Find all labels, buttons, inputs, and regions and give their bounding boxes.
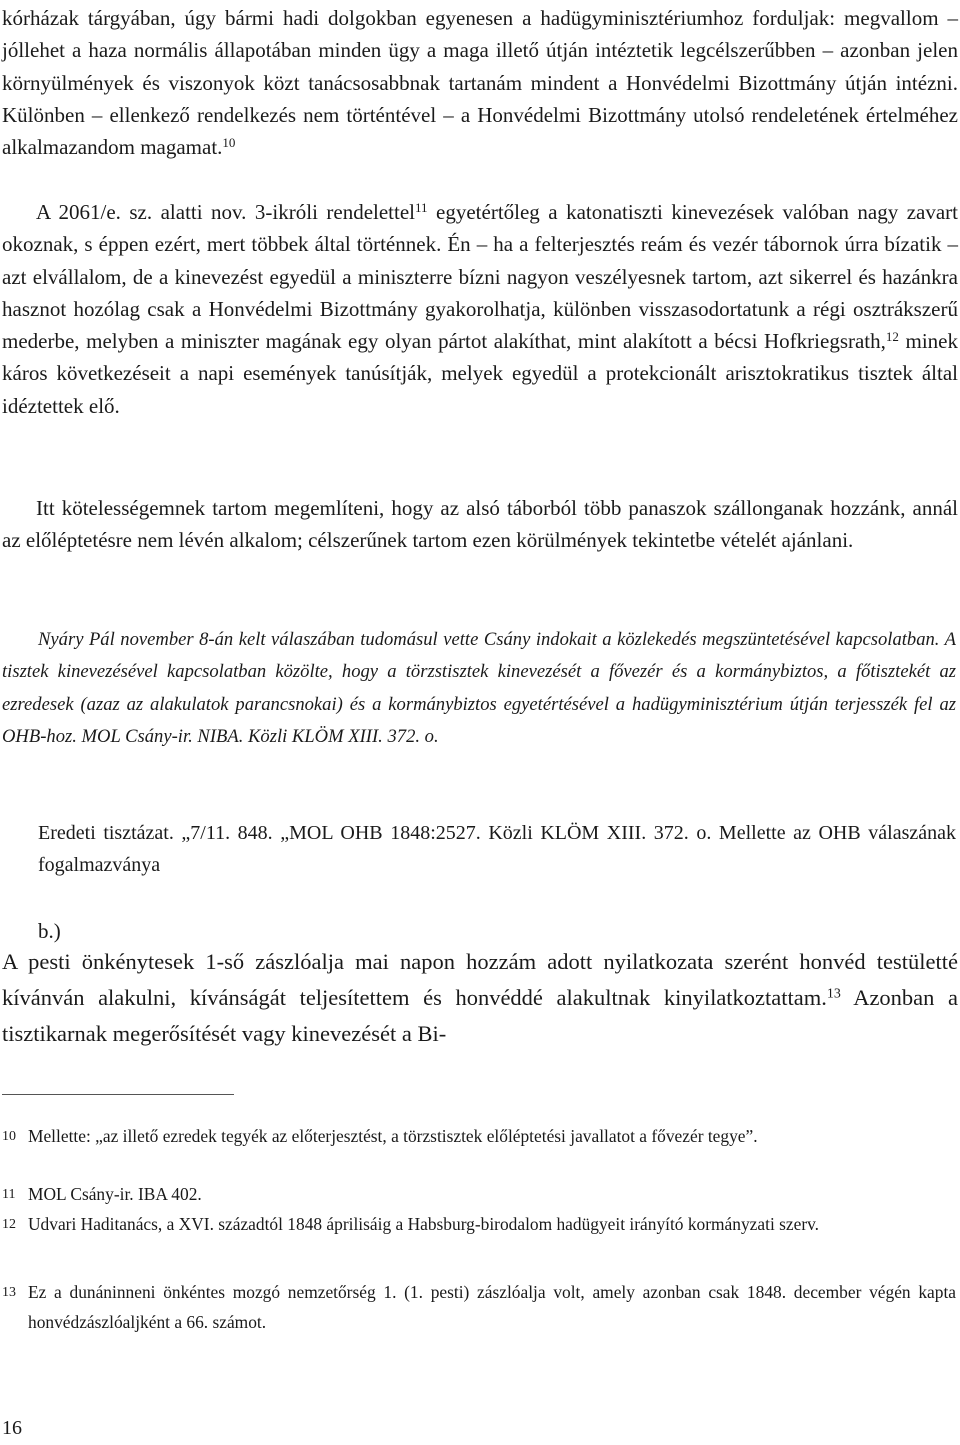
footnote-number: 12 [2,1217,16,1232]
footnote-13 [2,1278,956,1336]
footnote-reference-10[interactable]: 10 [222,135,236,151]
editorial-note [2,624,956,754]
paragraph-text: egyetértőleg a katonatiszti kinevezések valóban nagy zavart okoznak, s éppen ezért, mert többek által történnek. Én – ha a felterjesztés reám és vezér tábornok úrra bízatik – azt elvállalom, de a kinevezést egyedül a miniszterre bízni nagyon veszélyesnek tartom, azt sikerrel és hazánkra hasznot hozólag csak a Honvédelmi Bizottmány gyakorolhatja, különben visszasodortatunk a régi osztrákszerű mederbe, melyben a miniszter magának egy olyan pártot alakíthat, mint alakított a bécsi Hofkriegsrath, [2,200,959,354]
footnote-number: 10 [2,1129,16,1144]
page-number: 16 [2,1417,22,1439]
footnote-12 [2,1210,956,1240]
footnote-text: Ez a dunáninneni önkéntes mozgó nemzetőrség 1. (1. pesti) zászlóalja volt, amely azonban csak 1848. december végén kapta honvédzászlóaljként a 66. számot. [28,1282,956,1332]
footnote-separator [2,1094,234,1095]
paragraph-text: A 2061/e. sz. alatti nov. 3-ikróli rendelettel [36,200,415,224]
body-paragraph-1 [2,2,958,163]
paragraph-text: Itt kötelességemnek tartom megemlíteni, hogy az alsó táborból több panaszok szállonganak hozzánk, annál az előléptetésre nem lévén alkalom; célszerűnek tartom ezen körülmények tekintetbe vételét ajánlani. [2,496,958,553]
footnote-number: 13 [2,1285,16,1300]
paragraph-text: kórházak tárgyában, úgy bármi hadi dolgokban egyenesen a hadügyminisztériumhoz forduljak: megvallom – jóllehet a haza normális állapotában minden ügy a maga illető útján intéztetik legcélszerűbben – azonban jelen környülmények és viszonyok közt tanácsosabbnak tartanám mindent a Honvédelmi Bizottmány útján intézni. Különben – ellenkező rendelkezés nem történtével – a Honvédelmi Bizottmány utolsó rendeletének értelméhez alkalmazandom magamat. [2,6,958,160]
footnote-reference-12[interactable]: 12 [885,329,899,345]
footnote-number: 11 [2,1187,16,1202]
footnote-reference-13[interactable]: 13 [826,986,841,1002]
body-paragraph-3 [2,492,958,557]
footnote-10 [2,1122,956,1152]
paragraph-text: A pesti önkénytesek 1-ső zászlóalja mai napon hozzám adott nyilatkozata szerént honvéd testületté kívánván alakulni, kívánságát teljesítettem és honvéddé alakultnak kinyilatkoztattam. [2,949,958,1010]
source-note-text: Eredeti tisztázat. „7/11. 848. „MOL OHB 1848:2527. Közli KLÖM XIII. 372. o. Mellette az OHB válaszának fogalmazványa [38,822,956,876]
body-paragraph-2 [2,196,958,422]
footnote-text: Udvari Haditanács, a XVI. századtól 1848 áprilisáig a Habsburg-birodalom hadügyeit irányító kormányzati szerv. [28,1214,820,1234]
paragraph-text: minek káros következéseit a napi események tanúsítják, melyek egyedül a protekcionált arisztokratikus tisztek által idéztettek elő. [2,329,958,418]
footnote-reference-11[interactable]: 11 [415,199,428,215]
footnote-text: MOL Csány-ir. IBA 402. [28,1184,202,1204]
body-paragraph-4 [2,944,958,1052]
footnote-text: Mellette: „az illető ezredek tegyék az előterjesztést, a törzstisztek előléptetési javallatot a fővezér tegye”. [28,1126,758,1146]
paragraph-text: Azonban a tisztikarnak megerősítését vagy kinevezését a Bi- [2,985,958,1046]
editorial-note-text: Nyáry Pál november 8-án kelt válaszában tudomásul vette Csány indokait a közlekedés megszüntetésével kapcsolatban. A tisztek kinevezésével kapcsolatban közölte, hogy a törzstisztek kinevezését a fővezér és a kormánybiztos, a főtisztekét az ezredesek (azaz az alakulatok parancsnokai) és a kormánybiztos egyetértésével a hadügyminisztérium útján terjesszék fel az OHB-hoz. MOL Csány-ir. NIBA. Közli KLÖM XIII. 372. o. [2,629,956,748]
section-label: b.) [38,919,61,943]
source-note [38,817,956,881]
footnote-11 [2,1180,956,1210]
